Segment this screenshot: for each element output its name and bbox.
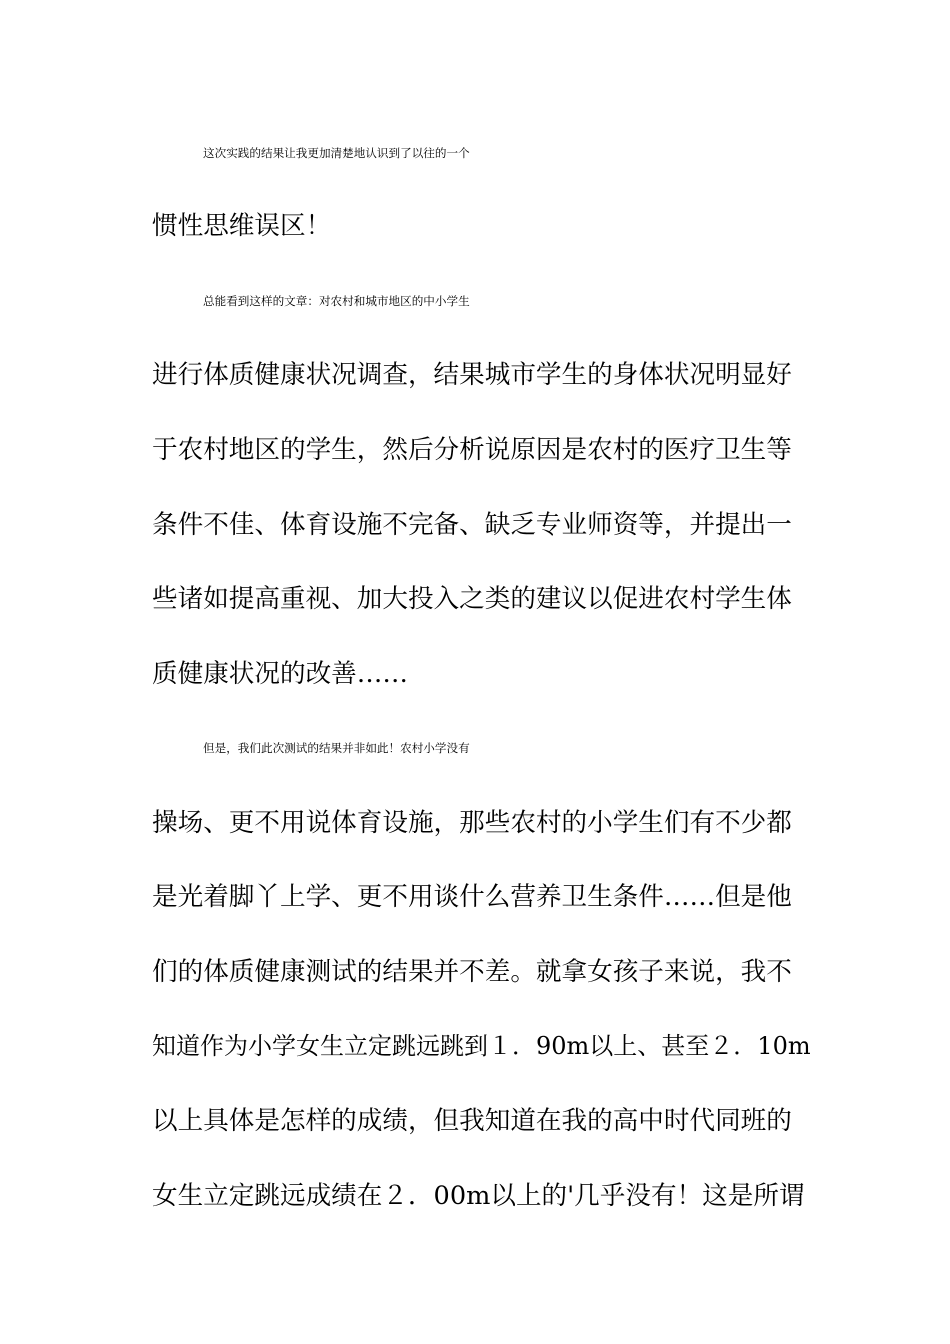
text-line: 是光着脚丫上学、更不用谈什么营养卫生条件……但是他 (152, 882, 792, 912)
text-line: 进行体质健康状况调查，结果城市学生的身体状况明显好 (152, 360, 792, 390)
text-line: 质健康状况的改善…… (152, 659, 408, 689)
text-line: 们的体质健康测试的结果并不差。就拿女孩子来说，我不 (152, 957, 792, 987)
text-line: 操场、更不用说体育设施，那些农村的小学生们有不少都 (152, 808, 792, 838)
text-line: 总能看到这样的文章：对农村和城市地区的中小学生 (203, 294, 470, 308)
text-line: 这次实践的结果让我更加清楚地认识到了以往的一个 (203, 146, 470, 160)
text-line: 以上具体是怎样的成绩，但我知道在我的高中时代同班的 (152, 1106, 792, 1136)
text-line: 些诸如提高重视、加大投入之类的建议以促进农村学生体 (152, 584, 792, 614)
text-line: 于农村地区的学生，然后分析说原因是农村的医疗卫生等 (152, 435, 792, 465)
text-line: 惯性思维误区！ (152, 211, 332, 241)
text-line: 知道作为小学女生立定跳远跳到１．90m以上、甚至２．10m (152, 1032, 811, 1060)
text-line: 女生立定跳远成绩在２．00m以上的'几乎没有！这是所谓 (152, 1181, 805, 1211)
text-line: 但是，我们此次测试的结果并非如此！农村小学没有 (203, 741, 470, 755)
text-line: 条件不佳、体育设施不完备、缺乏专业师资等，并提出一 (152, 510, 792, 540)
